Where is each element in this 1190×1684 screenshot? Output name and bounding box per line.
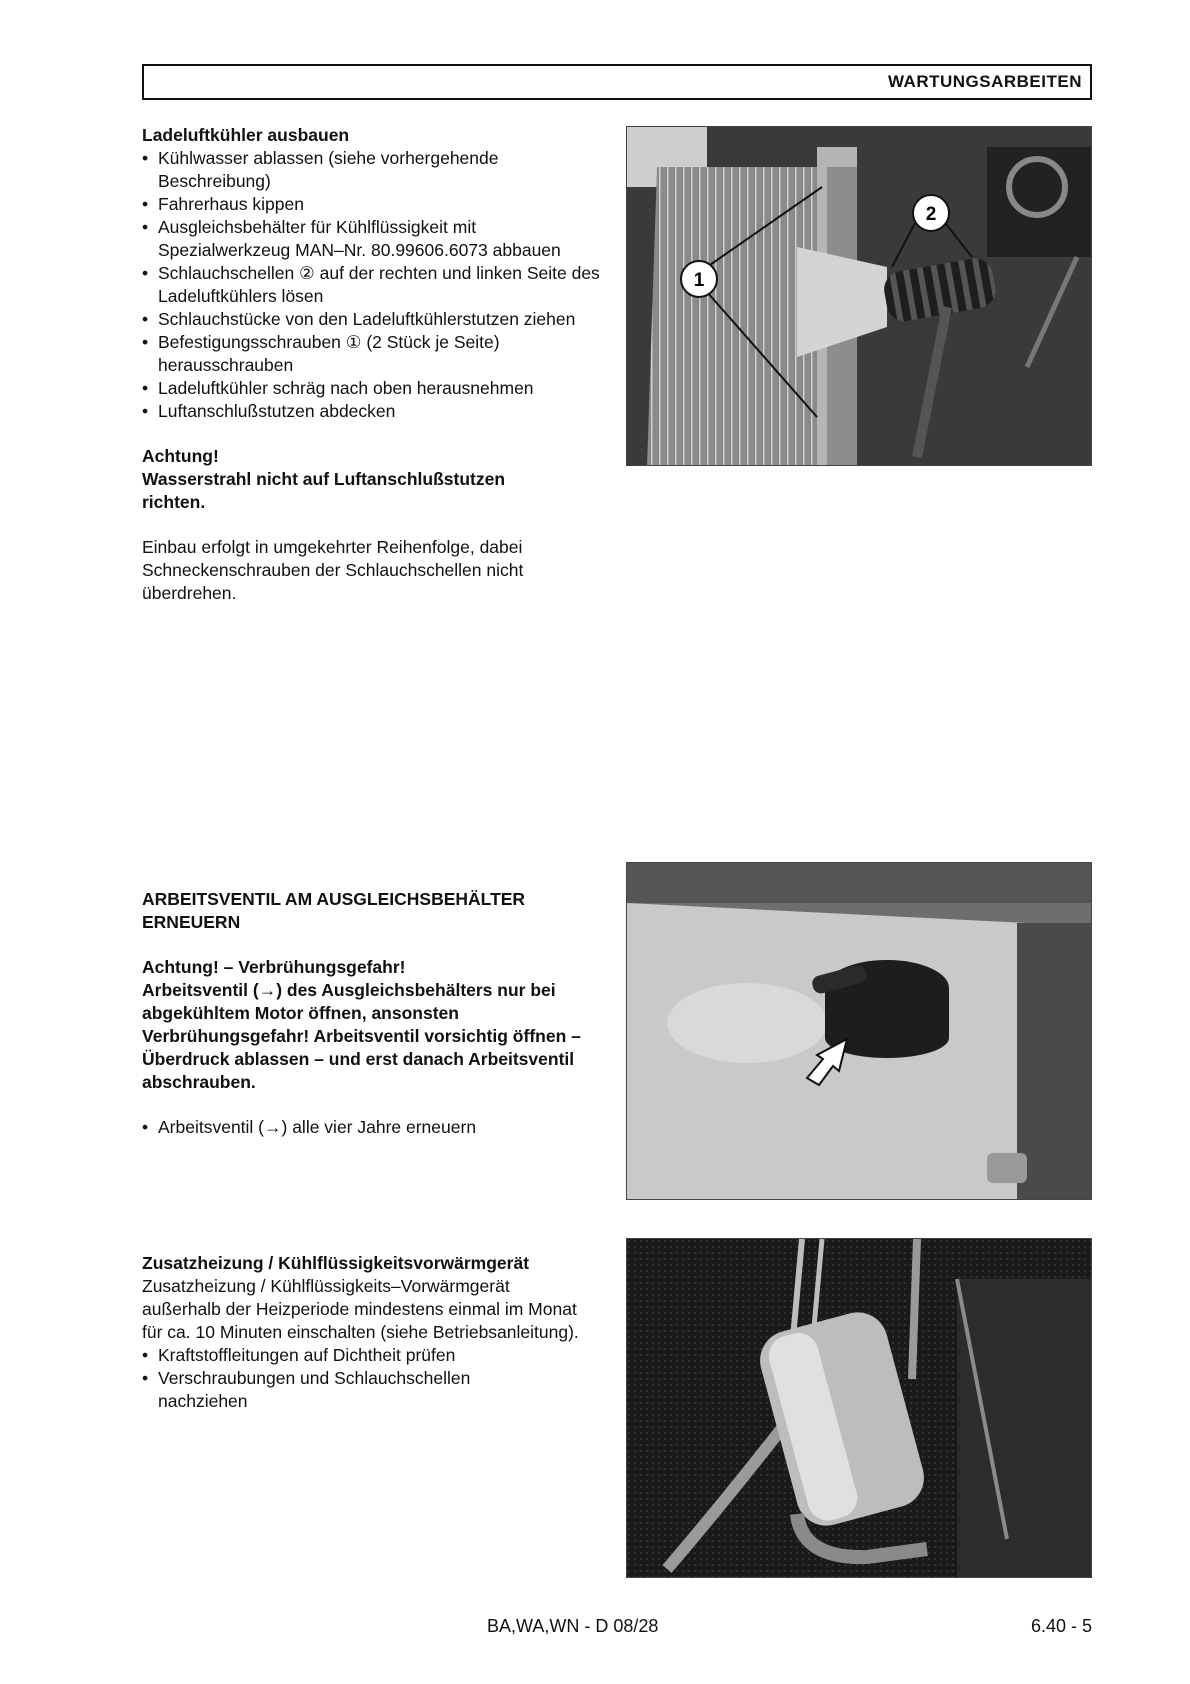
section1-warning-text: Wasserstrahl nicht auf Luftanschlußstutzen richten. xyxy=(142,469,506,512)
section3-heading: Zusatzheizung / Kühlflüssigkeitsvorwärmgerät xyxy=(142,1253,530,1273)
section1-note: Einbau erfolgt in umgekehrter Reihenfolge, dabei Schneckenschrauben der Schlauchschellen nicht überdrehen. xyxy=(142,537,524,603)
list-item: • Schlauchschellen ② auf der rechten und linken Seite des Ladeluftkühlers lösen xyxy=(142,262,612,308)
photo-charge-air-cooler xyxy=(626,126,1092,466)
list-item: • Kühlwasser ablassen (siehe vorhergehende Beschreibung) xyxy=(142,147,612,193)
section2-warning-text: Arbeitsventil (→) des Ausgleichsbehälters nur bei abgekühltem Motor öffnen, ansonsten Verbrühungsgefahr! Arbeitsventil vorsichtig öffnen – Überdruck ablassen – und erst danach Arbeitsventil abschrauben. xyxy=(142,980,581,1092)
section3-text: Zusatzheizung / Kühlflüssigkeits–Vorwärmgerät außerhalb der Heizperiode mindestens einmal im Monat für ca. 10 Minuten einschalten (siehe Betriebsanleitung). xyxy=(142,1276,579,1342)
auxiliary-heater-illustration xyxy=(627,1239,1092,1578)
section-ladeluftkuehler xyxy=(142,124,612,605)
photo-expansion-tank-valve xyxy=(626,862,1092,1200)
list-item: • Schlauchstücke von den Ladeluftkühlerstutzen ziehen xyxy=(142,308,612,331)
section2-heading: ARBEITSVENTIL AM AUSGLEICHSBEHÄLTER ERNEUERN xyxy=(142,889,526,932)
section2-warning-title: Achtung! – Verbrühungsgefahr! xyxy=(142,957,406,977)
list-item: • Luftanschlußstutzen abdecken xyxy=(142,400,612,423)
footer-page-number: 6.40 - 5 xyxy=(1030,1616,1092,1636)
list-item: • Arbeitsventil (→) alle vier Jahre erneuern xyxy=(142,1116,612,1139)
footer-doc-code: BA,WA,WN - D 08/28 xyxy=(487,1616,659,1636)
list-item: • Befestigungsschrauben ① (2 Stück je Seite) herausschrauben xyxy=(142,331,612,377)
section1-warning-title: Achtung! xyxy=(142,446,219,466)
section-zusatzheizung xyxy=(142,1252,612,1413)
callout-label-1: 1 xyxy=(693,270,705,291)
callout-label-2: 2 xyxy=(925,204,937,225)
section2-steps xyxy=(142,1116,612,1139)
photo-auxiliary-heater xyxy=(626,1238,1092,1578)
list-item: • Fahrerhaus kippen xyxy=(142,193,612,216)
section3-steps xyxy=(142,1344,612,1413)
charge-air-cooler-illustration xyxy=(627,127,1092,466)
section1-heading: Ladeluftkühler ausbauen xyxy=(142,125,350,145)
header-title: WARTUNGSARBEITEN xyxy=(887,72,1082,91)
list-item: • Verschraubungen und Schlauchschellen nachziehen xyxy=(142,1367,538,1413)
header-box xyxy=(142,64,1092,100)
section-arbeitsventil xyxy=(142,888,612,1139)
expansion-tank-illustration xyxy=(627,863,1092,1200)
list-item: • Kraftstoffleitungen auf Dichtheit prüfen xyxy=(142,1344,612,1367)
section1-steps xyxy=(142,147,612,423)
list-item: • Ladeluftkühler schräg nach oben herausnehmen xyxy=(142,377,612,400)
list-item: • Ausgleichsbehälter für Kühlflüssigkeit mit Spezialwerkzeug MAN–Nr. 80.99606.6073 abbauen xyxy=(142,216,612,262)
